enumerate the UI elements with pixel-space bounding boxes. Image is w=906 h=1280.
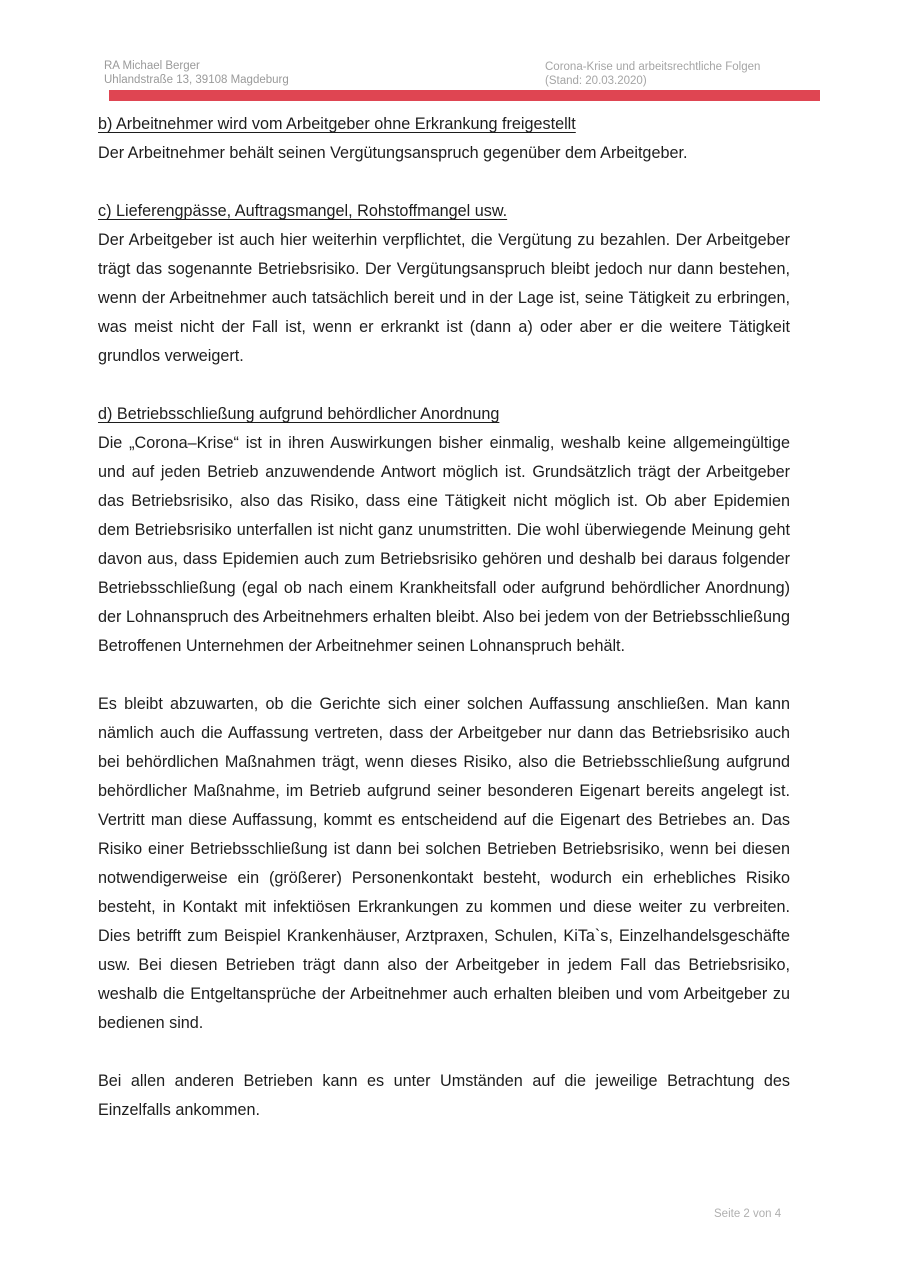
page-number: Seite 2 von 4 — [714, 1208, 782, 1220]
paragraph-spacer — [98, 661, 790, 690]
document-body — [98, 110, 790, 1125]
section-b-heading: b) Arbeitnehmer wird vom Arbeitgeber ohne Erkrankung freigestellt — [98, 115, 576, 133]
section-c-heading: c) Lieferengpässe, Auftragsmangel, Rohstoffmangel usw. — [98, 202, 508, 220]
section-c-text: Der Arbeitgeber ist auch hier weiterhin verpflichtet, die Vergütung zu bezahlen. Der Arbeitgeber trägt das sogenannte Betriebsrisiko. Der Vergütungsanspruch bleibt jedoch nur dann bestehen, wenn der Arbeitnehmer auch tatsächlich bereit und in der Lage ist, seine Tätigkeit zu erbringen, was meist nicht der Fall ist, wenn er erkrankt ist (dann a) oder aber er die weitere Tätigkeit grundlos verweigert. — [98, 231, 790, 365]
section-d-paragraph-2: Es bleibt abzuwarten, ob die Gerichte sich einer solchen Auffassung anschließen. Man kann nämlich auch die Auffassung vertreten, dass der Arbeitgeber nur dann das Betriebsrisiko auch bei behördlichen Maßnahmen trägt, wenn dieses Risiko, also die Betriebsschließung aufgrund behördlicher Maßnahme, im Betrieb aufgrund seiner besonderen Eigenart bereits angelegt ist. Vertritt man diese Auffassung, kommt es entscheidend auf die Eigenart des Betriebes an. Das Risiko einer Betriebsschließung ist dann bei solchen Betrieben Betriebsrisiko, wenn bei diesen notwendigerweise ein (größerer) Personenkontakt besteht, wodurch ein erhebliches Risiko besteht, in Kontakt mit infektiösen Erkrankungen zu kommen und diese weiter zu verbreiten. Dies betrifft zum Beispiel Krankenhäuser, Arztpraxen, Schulen, KiTa`s, Einzelhandelsgeschäfte usw. Bei diesen Betrieben trägt dann also der Arbeitgeber in jedem Fall das Betriebsrisiko, weshalb die Entgeltansprüche der Arbeitnehmer auch erhalten bleiben und vom Arbeitgeber zu bedienen sind. — [98, 695, 790, 1032]
header-right — [545, 61, 760, 88]
document-date: (Stand: 20.03.2020) — [545, 74, 647, 87]
section-d-paragraph-3: Bei allen anderen Betrieben kann es unter Umständen auf die jeweilige Betrachtung des Einzelfalls ankommen. — [98, 1072, 790, 1119]
paragraph-spacer — [98, 371, 790, 400]
paragraph-spacer — [98, 168, 790, 197]
author-address: Uhlandstraße 13, 39108 Magdeburg — [104, 74, 289, 86]
section-d-heading: d) Betriebsschließung aufgrund behördlicher Anordnung — [98, 405, 500, 423]
paragraph-spacer — [98, 1038, 790, 1067]
document-title: Corona-Krise und arbeitsrechtliche Folgen — [545, 61, 761, 73]
header-accent-bar — [109, 90, 820, 101]
section-b-text: Der Arbeitnehmer behält seinen Vergütungsanspruch gegenüber dem Arbeitgeber. — [98, 144, 688, 162]
header-left — [104, 59, 289, 87]
author-name: RA Michael Berger — [104, 60, 200, 72]
section-d-paragraph-1: Die „Corona–Krise“ ist in ihren Auswirkungen bisher einmalig, weshalb keine allgemeingültige und auf jeden Betrieb anzuwendende Antwort möglich ist. Grundsätzlich trägt der Arbeitgeber das Betriebsrisiko, also das Risiko, dass eine Tätigkeit nicht möglich ist. Ob aber Epidemien dem Betriebsrisiko unterfallen ist nicht ganz unumstritten. Die wohl überwiegende Meinung geht davon aus, dass Epidemien auch zum Betriebsrisiko gehören und deshalb bei daraus folgender Betriebsschließung (egal ob nach einem Krankheitsfall oder aufgrund behördlicher Anordnung) der Lohnanspruch des Arbeitnehmers erhalten bleibt. Also bei jedem von der Betriebsschließung Betroffenen Unternehmen der Arbeitnehmer seinen Lohnanspruch behält. — [98, 434, 790, 655]
